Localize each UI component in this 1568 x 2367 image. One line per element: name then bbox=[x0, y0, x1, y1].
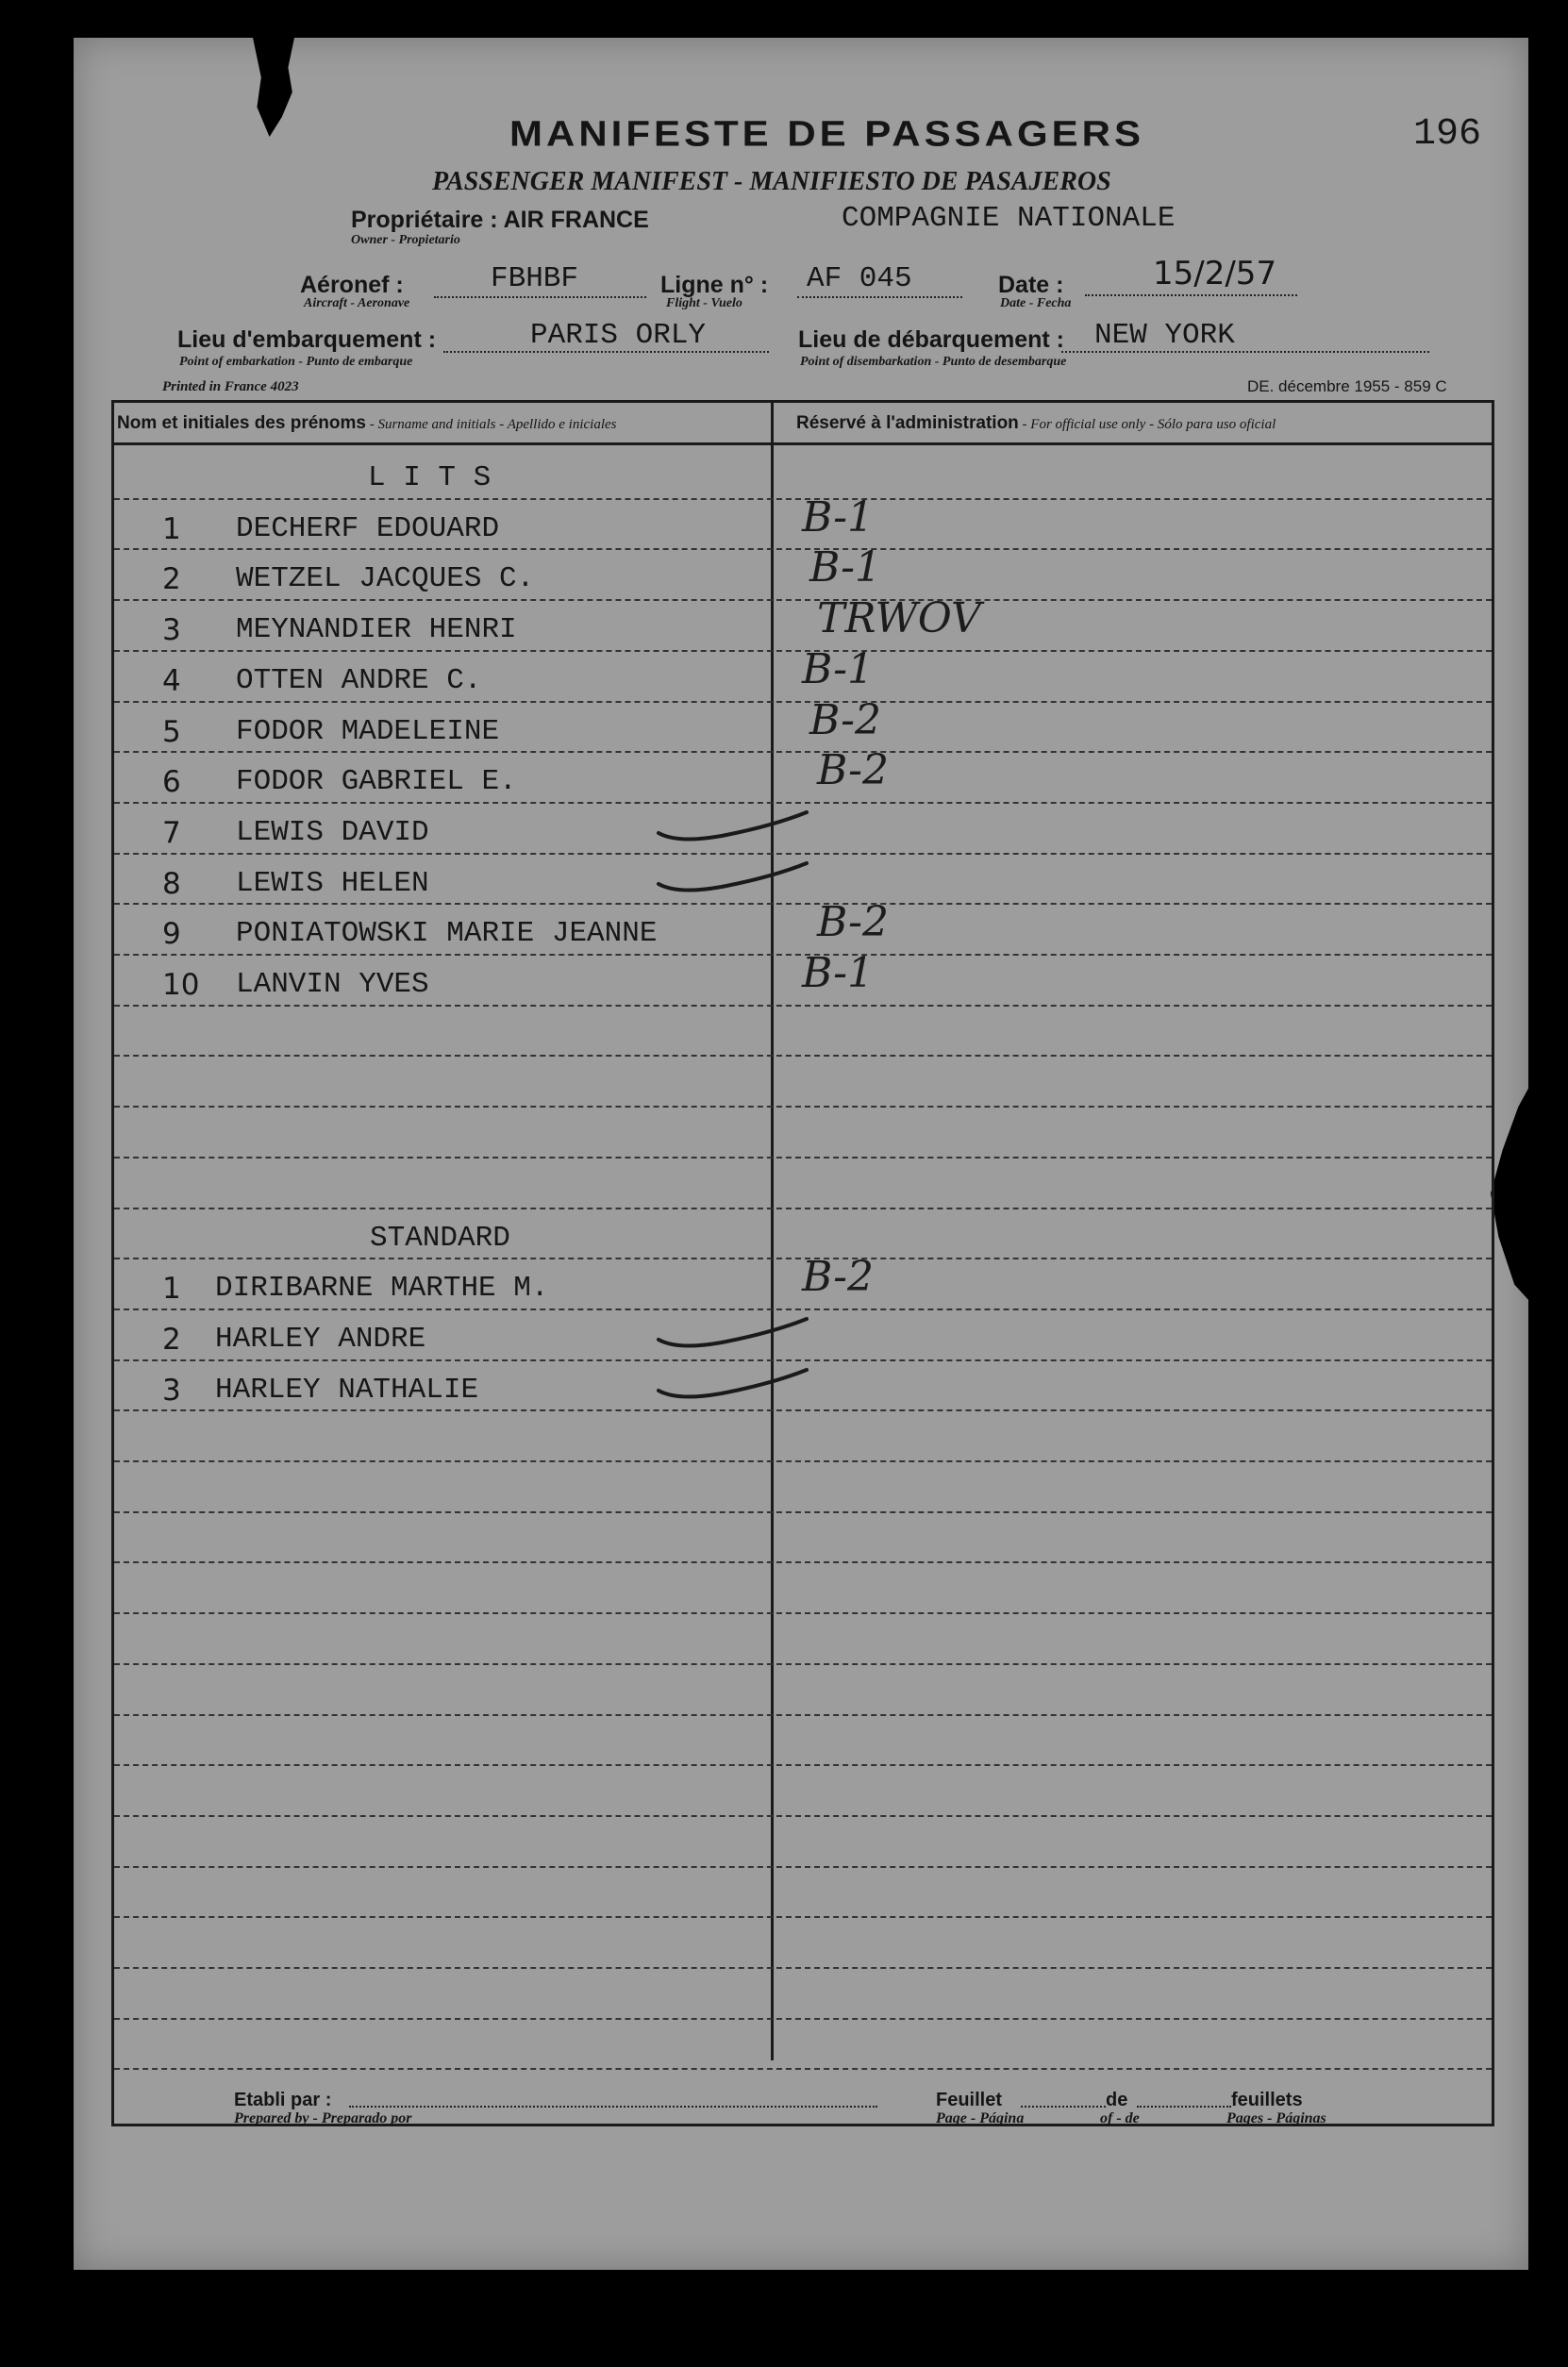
ruled-line bbox=[114, 1663, 1492, 1665]
ruled-line bbox=[114, 1561, 1492, 1563]
passenger-number: 7 bbox=[162, 815, 181, 850]
sheet-line bbox=[1021, 2106, 1106, 2108]
embark-sublabel: Point of embarkation - Punto de embarque bbox=[179, 355, 413, 369]
owner-label: Propriétaire : AIR FRANCE bbox=[351, 207, 649, 233]
owner-sublabel: Owner - Propietario bbox=[351, 233, 460, 247]
ruled-line bbox=[114, 1055, 1492, 1057]
admin-note: B-1 bbox=[802, 492, 875, 542]
passenger-name: LANVIN YVES bbox=[236, 968, 429, 1001]
col1-header bbox=[117, 413, 617, 434]
admin-note: TRWOV bbox=[817, 594, 981, 643]
ruled-line bbox=[114, 1208, 1492, 1209]
printed-in: Printed in France 4023 bbox=[162, 379, 299, 394]
flight-value: AF 045 bbox=[807, 262, 912, 295]
passenger-number: 3 bbox=[162, 1373, 181, 1408]
of-label: de bbox=[1106, 2090, 1128, 2110]
ruled-line bbox=[114, 1005, 1492, 1007]
section-heading: L I T S bbox=[368, 461, 492, 494]
admin-note: B-2 bbox=[817, 898, 890, 947]
ruled-line bbox=[114, 1916, 1492, 1918]
disembark-value: NEW YORK bbox=[1094, 319, 1235, 352]
passenger-number: 4 bbox=[162, 663, 181, 698]
embark-value: PARIS ORLY bbox=[530, 319, 707, 352]
ruled-line bbox=[114, 1714, 1492, 1716]
ruled-line bbox=[114, 802, 1492, 804]
ruled-line bbox=[114, 1511, 1492, 1513]
passenger-name: OTTEN ANDRE C. bbox=[236, 663, 482, 697]
check-mark-icon bbox=[651, 1364, 811, 1411]
date-sublabel: Date - Fecha bbox=[1000, 296, 1072, 310]
owner-value: COMPAGNIE NATIONALE bbox=[842, 202, 1176, 235]
aircraft-sublabel: Aircraft - Aeronave bbox=[304, 296, 410, 310]
passenger-number: 8 bbox=[162, 866, 181, 901]
ruled-line bbox=[114, 1106, 1492, 1108]
ruled-line bbox=[114, 1460, 1492, 1462]
passenger-number: 1 bbox=[162, 1272, 181, 1307]
col1-header-bold: Nom et initiales des prénoms bbox=[117, 413, 366, 433]
passenger-name: PONIATOWSKI MARIE JEANNE bbox=[236, 917, 658, 951]
prepared-sublabel: Prepared by - Preparado por bbox=[234, 2110, 412, 2126]
flight-line bbox=[797, 296, 962, 298]
passenger-number: 2 bbox=[162, 1322, 181, 1357]
passenger-number: 10 bbox=[162, 968, 200, 1002]
ruled-line bbox=[114, 1815, 1492, 1817]
passenger-number: 2 bbox=[162, 562, 181, 597]
check-mark-icon bbox=[651, 807, 811, 854]
passenger-name: HARLEY ANDRE bbox=[215, 1322, 426, 1356]
document-subtitle: PASSENGER MANIFEST - MANIFIESTO DE PASAJEROS bbox=[432, 167, 1111, 196]
sheet-label: Feuillet bbox=[936, 2090, 1003, 2110]
ruled-line bbox=[114, 701, 1492, 703]
of-sublabel: of - de bbox=[1100, 2110, 1140, 2126]
embark-line bbox=[443, 351, 769, 353]
admin-note: B-1 bbox=[802, 949, 875, 997]
admin-note: B-2 bbox=[809, 695, 882, 744]
passenger-name: DECHERF EDOUARD bbox=[236, 511, 500, 545]
aircraft-value: FBHBF bbox=[491, 262, 579, 295]
ruled-line bbox=[114, 1612, 1492, 1614]
passenger-number: 6 bbox=[162, 765, 181, 800]
disembark-sublabel: Point of disembarkation - Punto de desembarque bbox=[800, 355, 1067, 369]
ruled-line bbox=[114, 1967, 1492, 1969]
passenger-number: 3 bbox=[162, 613, 181, 648]
ruled-line bbox=[114, 2018, 1492, 2020]
admin-note: B-1 bbox=[802, 644, 875, 693]
ruled-line bbox=[114, 1866, 1492, 1868]
ruled-line bbox=[114, 2068, 1492, 2070]
passenger-name: LEWIS HELEN bbox=[236, 866, 429, 900]
document-title: MANIFESTE DE PASSAGERS bbox=[509, 113, 1144, 154]
passenger-name: DIRIBARNE MARTHE M. bbox=[215, 1272, 549, 1306]
col2-header-italic: - For official use only - Sólo para uso oficial bbox=[1018, 417, 1276, 432]
ruled-line bbox=[114, 751, 1492, 753]
aircraft-line bbox=[434, 296, 646, 298]
disembark-label: Lieu de débarquement : bbox=[798, 326, 1064, 353]
col2-header-bold: Réservé à l'administration bbox=[796, 413, 1019, 433]
admin-note: B-2 bbox=[817, 746, 890, 795]
passenger-name: LEWIS DAVID bbox=[236, 815, 429, 849]
passenger-name: HARLEY NATHALIE bbox=[215, 1373, 479, 1407]
check-mark-icon bbox=[651, 858, 811, 905]
passenger-number: 1 bbox=[162, 511, 181, 546]
date-line bbox=[1085, 294, 1297, 296]
ruled-line bbox=[114, 1309, 1492, 1310]
prepared-line bbox=[349, 2106, 877, 2108]
disembark-line bbox=[1061, 351, 1429, 353]
passenger-name: FODOR MADELEINE bbox=[236, 714, 500, 748]
of-line bbox=[1137, 2106, 1231, 2108]
passenger-name: FODOR GABRIEL E. bbox=[236, 765, 517, 799]
form-reference: DE. décembre 1955 - 859 C bbox=[1247, 377, 1447, 395]
passenger-name: MEYNANDIER HENRI bbox=[236, 613, 517, 647]
page-number: 196 bbox=[1413, 113, 1482, 156]
admin-note: B-1 bbox=[809, 543, 882, 592]
ruled-line bbox=[114, 1764, 1492, 1766]
check-mark-icon bbox=[651, 1313, 811, 1360]
admin-note: B-2 bbox=[802, 1253, 875, 1302]
table-header bbox=[111, 400, 1494, 445]
passenger-number: 5 bbox=[162, 714, 181, 749]
ruled-line bbox=[114, 599, 1492, 601]
prepared-label: Etabli par : bbox=[234, 2090, 332, 2110]
embark-label: Lieu d'embarquement : bbox=[177, 326, 437, 353]
flight-label: Ligne n° : bbox=[660, 272, 769, 298]
aircraft-label: Aéronef : bbox=[300, 272, 404, 298]
passenger-name: WETZEL JACQUES C. bbox=[236, 562, 535, 596]
ruled-line bbox=[114, 1157, 1492, 1158]
ruled-line bbox=[114, 548, 1492, 550]
flight-sublabel: Flight - Vuelo bbox=[666, 296, 742, 310]
col1-header-italic: - Surname and initials - Apellido e iniciales bbox=[365, 417, 617, 432]
sheet-sublabel: Page - Página bbox=[936, 2110, 1025, 2126]
sheets-sublabel: Pages - Páginas bbox=[1226, 2110, 1326, 2126]
passenger-number: 9 bbox=[162, 917, 181, 952]
sheets-label: feuillets bbox=[1231, 2090, 1303, 2110]
section-heading: STANDARD bbox=[370, 1221, 510, 1255]
date-label: Date : bbox=[998, 272, 1064, 298]
date-value: 15/2/57 bbox=[1153, 255, 1277, 292]
col2-header bbox=[796, 413, 1276, 434]
